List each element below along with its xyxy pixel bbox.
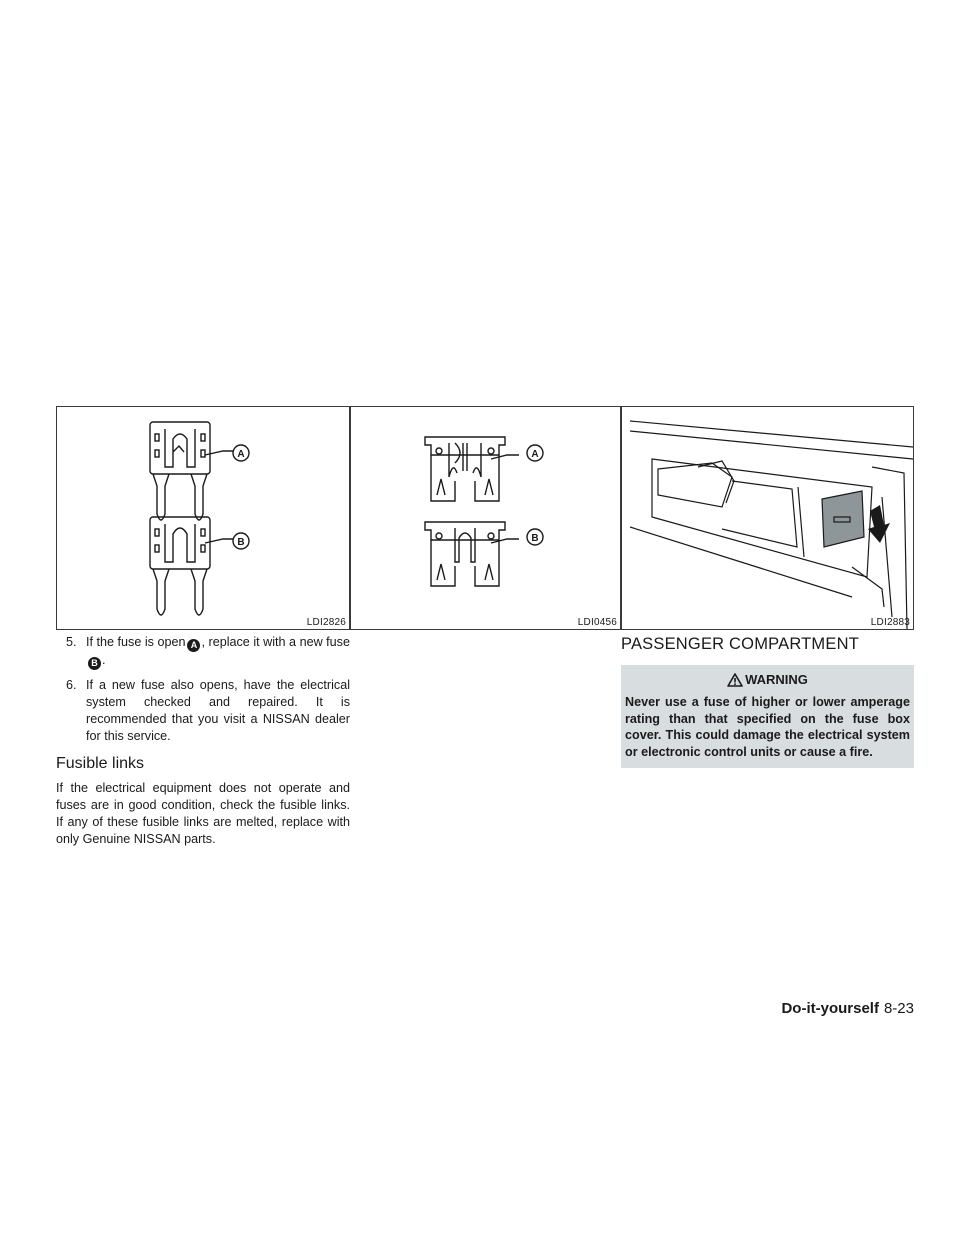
figure-fuse-box-cover — [621, 406, 914, 630]
mini-fuse-illustration — [57, 407, 349, 629]
figure-label-a: A — [237, 449, 245, 460]
step-6 — [56, 677, 350, 745]
fusible-links-heading: Fusible links — [56, 755, 145, 772]
page-footer — [781, 1000, 914, 1017]
figure-mini-fuses — [56, 406, 350, 630]
warning-triangle-icon — [727, 673, 743, 687]
blade-fuse-illustration — [351, 407, 620, 629]
step-5 — [56, 634, 350, 670]
step-number: 5. — [66, 635, 77, 649]
callout-badge-b: B — [88, 657, 101, 670]
footer-title: Do-it-yourself — [781, 1000, 879, 1017]
warning-title: WARNING — [745, 672, 808, 687]
figure-code: LDI0456 — [577, 617, 617, 628]
figure-code: LDI2826 — [306, 617, 346, 628]
passenger-compartment-heading: PASSENGER COMPARTMENT — [621, 635, 859, 653]
figure-label-b: B — [531, 533, 539, 544]
warning-box — [621, 665, 914, 768]
right-column — [621, 636, 914, 768]
steps-list — [56, 634, 350, 745]
figure-label-a: A — [531, 449, 539, 460]
step-text: If the fuse is open — [86, 635, 186, 649]
step-text: If a new fuse also opens, have the electrical system checked and repaired. It is recommended that you visit a NISSAN dealer for this service. — [86, 678, 350, 743]
page-number: 8-23 — [883, 1000, 914, 1017]
fusible-links-body: If the electrical equipment does not operate and fuses are in good condition, check the fusible links. If any of these fusible links are melted, replace with only Genuine NISSAN parts. — [56, 781, 350, 846]
glove-box-illustration — [622, 407, 913, 629]
left-column — [56, 634, 350, 848]
callout-badge-a: A — [187, 639, 200, 652]
step-text: . — [102, 653, 106, 667]
warning-text: Never use a fuse of higher or lower amperage rating than that specified on the fuse box cover. This could damage the electrical system or electronic control units or cause a fire. — [625, 695, 910, 759]
figure-label-b: B — [237, 537, 245, 548]
step-number: 6. — [66, 678, 77, 692]
warning-header — [625, 671, 910, 688]
figure-blade-fuses — [350, 406, 621, 630]
step-text: , replace it with a new fuse — [201, 635, 350, 649]
figure-code: LDI2883 — [870, 617, 910, 628]
